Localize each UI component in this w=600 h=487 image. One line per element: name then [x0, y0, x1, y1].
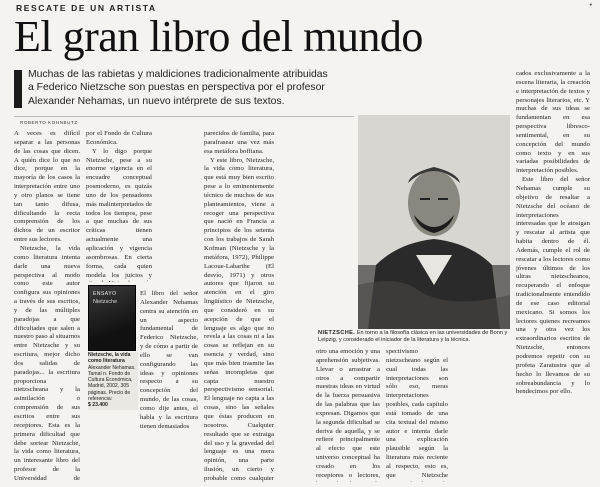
article-column-4	[316, 348, 380, 482]
col2-paragraph-1: por el Fondo de Cultura Económica.	[86, 130, 152, 146]
col6-paragraph-2: Este libro del señor Nehamas cumple su objetivo de resaltar a Nietzsche del océano de interpretaciones interesadas que le atosigan y rescatar al artista que habita dentro de él. Además, cumple el rol de rescatar a los lectores como jóvenes últimos de los ultras nietzscheanos, recuperando el enfoque tradicionalmente entendido de ese caso editorial mexicano. Si somos los lectores quienes recreamos una y otra vez los extraordinarios escritos de Nietzsche, entonces podremos repetir con su profeta Zaratustra que al hecho lo llevamos de su sobreabundancia y lo bendecimos por ello.	[516, 176, 590, 396]
caption-text: En torno a la filosofía clásica en las universidades de Bonn y Leipzig, y considerado el iniciador de la literatura y la técnica.	[318, 330, 508, 343]
col1-paragraph-2: Nietzsche, la vida como literatura intenta darle una nueva perspectiva al modo como este autor configura sus opiniones a través de sus escritos, y de las múltiples paradojas a que dificultades que salen a nuestro paso al situarnos entre Nietzsche y su escritura, mejor dicho dos salidas de paradojas... la escritura proporciona nietzscheana y la asimilación o comprensión de sus escritos entre sus receptores. Esta es la primera dificultad que debe sortear Nietzsche, la vida como literatura, un interesante libro del profesor de la Universidad de	[14, 244, 80, 482]
col3-paragraph-2: Y este libro, Nietzsche, la vida como literatura, que está muy bien escrito pese a lo eminentemente técnico de muchos de sus planteamientos, viene a recoger una perspectiva que nació en Francia a principios de los setenta con los trabajos de Sarah Kofman (Nietzsche y la metáfora, 1972), Philippe Lacoue-Labarthe (El desvío, 1971) y otros autores que fijaron su atención en el giro lingüístico de Nietzsche, que consideró en su acepción de que el lenguaje es algo que no revela a las cosas ni a las cosas se reflejan en su esencia y verdad, sino que más bien trasmite las señas incompletas que capta nuestro perspectivismo sensorial. El lenguaje no capta a las cosas, sino las señales que éstas producen en nosotros. Cualquier resultado que se extraiga del uso y la gravedad del lenguaje es una mera opinión, una parte ilusión, un cierto y probable como cualquier	[204, 156, 274, 482]
book-cover-image	[88, 285, 136, 351]
col3-paragraph-1: parecidos de familia, para parafrasear una vez más esa metáfora boffiana.	[204, 130, 274, 155]
header-divider	[14, 116, 354, 117]
article-column-6	[516, 70, 590, 482]
col1-paragraph-1: A veces es difícil separar a las personas de las cosas que dicen. A quién dice lo que no dice, porque en la mayoría de los casos la interpretación entre uno y otro planos se tiene tan tanto difusa, dificultando la recta comprensión de los dichos de un escritor entre sus lectores.	[14, 130, 80, 244]
book-info-details: Alexander Nehamas. Tamal n. Fondo de Cultura Económica, Madrid, 2002, 305 páginas. Precio de referencia:	[88, 364, 136, 403]
col5-paragraph-1: spectivismo nietzscheano según el cual todas las interpretaciones son sólo eso, meras interpretaciones posibles, cada capítulo está tomado de una cita textual del mismo autor e intenta darle una explicación plausible según la literatura más reciente al respecto, esto es, que Nietzsche	[386, 348, 448, 479]
nietzsche-portrait-photo	[358, 115, 510, 329]
corner-mark: •	[589, 2, 592, 9]
lead-paragraph: Muchas de las rabietas y maldiciones tradicionalmente atribuidas a Federico Nietzsche son puestas en perspectiva por el profesor Alexander Nehamas, un nuevo intérprete de sus textos.	[28, 69, 328, 107]
byline: ROBERTO KOHNBUTZ	[20, 120, 78, 125]
section-label: RESCATE DE UN ARTISTA	[16, 3, 157, 13]
col2-paragraph-2: Y lo digo porque Nietzsche, pese a su enorme vigencia en el encuadre conceptual posmoderno, es quizás uno de los pensadores más malinterpretados de todos los tiempos, pese a que muchas de sus críticas tienen actualmente una aplicación y vigencia asombrosas. En cierta forma, cada quien modela los juicios y	[86, 147, 152, 279]
article-column-5	[386, 348, 448, 482]
book-info-price: $ 23.400	[88, 402, 108, 409]
lead-bar-decoration	[14, 70, 22, 108]
photo-caption	[318, 330, 514, 344]
col2-paragraph-3: El libro del señor Alexander Nehamas centra su atención en un aspecto fundamental de Federico Nietzsche, y de cómo a partir de ello se van configurando las ideas y opiniones respecto a su concepción del mundo, de las cosas, como dije antes, el habla y la escritura tienen demasiados	[140, 290, 198, 430]
book-info-title: Nietzsche, la vida como literatura	[88, 352, 131, 365]
book-cover-title: Nietzsche	[93, 299, 118, 305]
portrait-illustration	[358, 115, 510, 329]
article-column-2-lower	[140, 290, 198, 482]
article-column-3	[204, 130, 274, 482]
caption-label: NIETZSCHE.	[318, 330, 356, 336]
col4-paragraph-1: otro una emoción y una aprehensión subjetivas. Llevar o arrastrar a otros a compartir nuestras ideas en virtud de la fuerza persuasiva de las palabras que las expresan. Digamos que la segunda dificultad se deriva de aquella, y se refiere principalmente al efecto que este universo conceptual ha creado en los receptores o lectores,	[316, 348, 380, 479]
article-column-2	[86, 130, 152, 282]
col6-paragraph-1: cados exclusivamente a la escena literaria, la creación e interpretación de textos y personajes literarios, etc. Y muchas de sus ideas se fundamentan en esa perspectiva libresco-sentimental, en su concepción del mundo como texto y en sus variadas posibilidades de interpretación posibles.	[516, 70, 590, 175]
headline: El gran libro del mundo	[14, 12, 423, 61]
article-column-1	[14, 130, 80, 482]
book-cover-label: ENSAYO	[93, 291, 117, 297]
book-info-box	[88, 352, 138, 410]
